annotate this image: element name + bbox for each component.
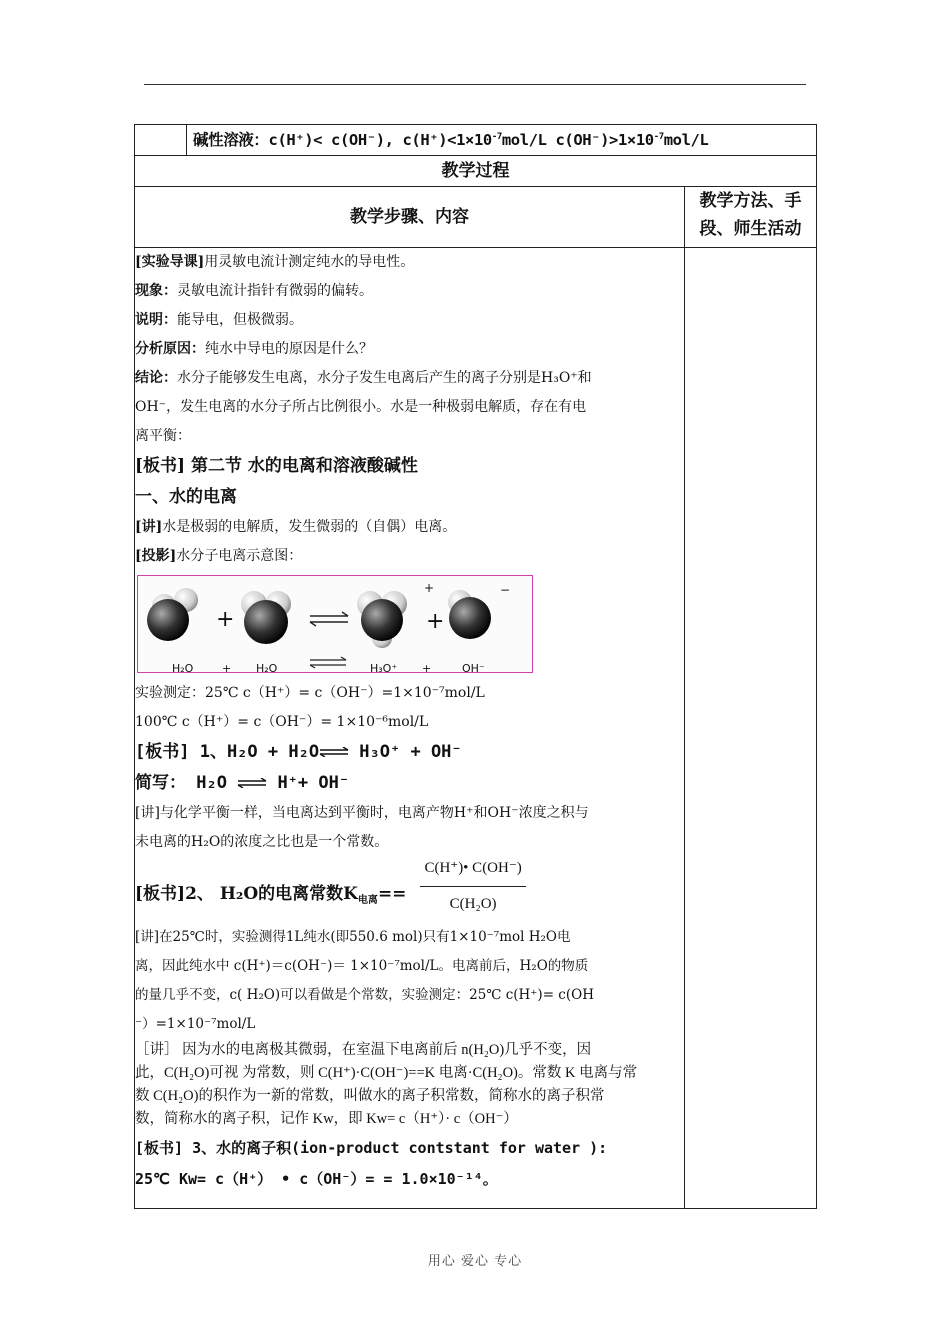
conclusion-line: 结论：水分子能够发生电离，水分子发生电离后产生的离子分别是H₃O⁺和 xyxy=(135,370,592,386)
section-heading: 一、水的电离 xyxy=(135,487,237,507)
lecture-line: [讲]水是极弱的电解质，发生微弱的（自偶）电离。 xyxy=(135,519,457,535)
short-form-equation: 简写： H₂O H⁺+ OH⁻ xyxy=(135,773,350,793)
lecture-line-4c: 数 C(H₂O)的积作为一新的常数，叫做水的离子积常数，简称水的离子积常 xyxy=(135,1088,605,1104)
lecture-block-3 xyxy=(135,923,684,1039)
label-oh: OH⁻ xyxy=(462,662,485,675)
equilibrium-arrow-icon xyxy=(237,778,267,788)
water-molecule-2 xyxy=(241,591,291,644)
measurement-100c: 100℃ c（H⁺）= c（OH⁻）= 1×10⁻⁶mol/L xyxy=(135,714,429,730)
page-footer: 用心 爱心 专心 xyxy=(427,1254,523,1269)
process-title: 教学过程 xyxy=(135,156,817,187)
conclusion-line-2: OH⁻，发生电离的水分子所占比例很小。水是一种极弱电解质，存在有电 xyxy=(135,399,587,415)
equilibrium-arrow-icon xyxy=(319,747,349,757)
board-ion-product: [板书] 3、水的离子积(ion-product contstant for water ): xyxy=(135,1139,608,1157)
analysis-line: 分析原因：纯水中导电的原因是什么？ xyxy=(135,341,373,357)
lecture-line-4d: 数，简称水的离子积，记作 Kw，即 Kw= c（H⁺）· c（OH⁻） xyxy=(135,1111,518,1127)
board-equation-1: [板书] 1、H₂O + H₂O H₃O⁺ + OH⁻ xyxy=(135,742,462,762)
methods-header xyxy=(685,187,817,248)
lecture-line-4a: ［讲］ 因为水的电离极其微弱，在室温下电离前后 n(H₂O)几乎不变，因 xyxy=(135,1042,592,1058)
board-title: [板书] 第二节 水的电离和溶液酸碱性 xyxy=(135,456,418,476)
alkaline-cell xyxy=(187,125,817,156)
label-plus-2: + xyxy=(422,662,432,675)
measurement-25c: 实验测定：25℃ c（H⁺）= c（OH⁻）=1×10⁻⁷mol/L xyxy=(135,685,485,701)
projection-line: [投影]水分子电离示意图： xyxy=(135,548,303,564)
hydroxide-ion xyxy=(448,590,491,639)
label-h2o-2: H₂O xyxy=(256,662,278,675)
water-ionization-diagram xyxy=(137,575,533,673)
fraction-denominator: C(H₂O) xyxy=(449,895,497,912)
empty-cell xyxy=(135,125,187,156)
process-title-row xyxy=(135,156,817,187)
alkaline-solution-text: 碱性溶液：c(H⁺)< c(OH⁻), $c(H^+)<1\times 10^{-7}mol/L$ $c(OH^-)>1\times 10^{-7}mol/L$ xyxy=(193,131,709,149)
lesson-plan-table xyxy=(134,124,817,1209)
hydronium-ion xyxy=(357,591,407,648)
conclusion-line-3: 离平衡： xyxy=(135,428,191,444)
methods-header-line1: 教学方法、手 xyxy=(699,191,802,211)
svg-text:+: + xyxy=(216,607,235,632)
positive-charge: + xyxy=(424,581,435,595)
alkaline-row xyxy=(135,125,817,156)
methods-header-line2: 段、师生活动 xyxy=(699,219,802,239)
negative-charge: − xyxy=(500,583,511,597)
svg-text:+: + xyxy=(426,609,445,634)
steps-content xyxy=(135,248,685,1209)
lecture-line-4b: 此，C(H₂O)可视 为常数，则 C(H⁺)·C(OH⁻)==K 电离·C(H₂O)。常数 K 电离与常 xyxy=(135,1065,638,1081)
equilibrium-arrow-bottom xyxy=(310,657,346,668)
content-row xyxy=(135,248,817,1209)
lecture-line-3c: 的量几乎不变，c( H₂O)可以看做是个常数，实验测定：25℃ c(H⁺)= c(OH xyxy=(135,987,594,1003)
header-rule xyxy=(144,84,806,85)
board-ionization-constant: [板书]2、 H₂O的电离常数K $_{电离}$ == $\frac{C(H^+)• C(OH^-)}{\text{C(H₂O)}}$ xyxy=(135,865,684,923)
explanation-line: 说明：能导电，但极微弱。 xyxy=(135,312,303,328)
water-molecule-1 xyxy=(147,588,198,641)
lecture-line-2b: 未电离的H₂O的浓度之比也是一个常数。 xyxy=(135,834,389,850)
equilibrium-arrow-top xyxy=(310,612,348,626)
ionization-constant-fraction xyxy=(420,853,525,920)
lecture-block-4 xyxy=(135,1039,684,1131)
intro-line: [实验导课]用灵敏电流计测定纯水的导电性。 xyxy=(135,254,415,270)
lecture-line-3b: 离，因此纯水中 c(H⁺)＝c(OH⁻)＝ 1×10⁻⁷mol/L。电离前后，H₂O的物质 xyxy=(135,958,589,974)
fraction-numerator: C(H⁺)• C(OH⁻) xyxy=(420,853,525,887)
column-header-row xyxy=(135,187,817,248)
lecture-line-3d: ⁻）=1×10⁻⁷mol/L xyxy=(135,1016,256,1032)
steps-header: 教学步骤、内容 xyxy=(135,187,685,248)
methods-content xyxy=(685,248,817,1209)
lecture-line-2: [讲]与化学平衡一样，当电离达到平衡时，电离产物H⁺和OH⁻浓度之积与 xyxy=(135,805,589,821)
lecture-line-3a: [讲]在25℃时，实验测得1L纯水(即550.6 mol)只有1×10⁻⁷mol H₂O电 xyxy=(135,929,571,945)
phenomenon-line: 现象：灵敏电流计指针有微弱的偏转。 xyxy=(135,283,373,299)
label-h2o-1: H₂O xyxy=(172,662,194,675)
label-plus-1: + xyxy=(222,662,232,675)
board-ion-product-value: 25℃ Kw= c（H⁺） • c（OH⁻）= = 1.0×10⁻¹⁴。 xyxy=(135,1170,498,1188)
label-h3o: H₃O⁺ xyxy=(370,662,398,675)
